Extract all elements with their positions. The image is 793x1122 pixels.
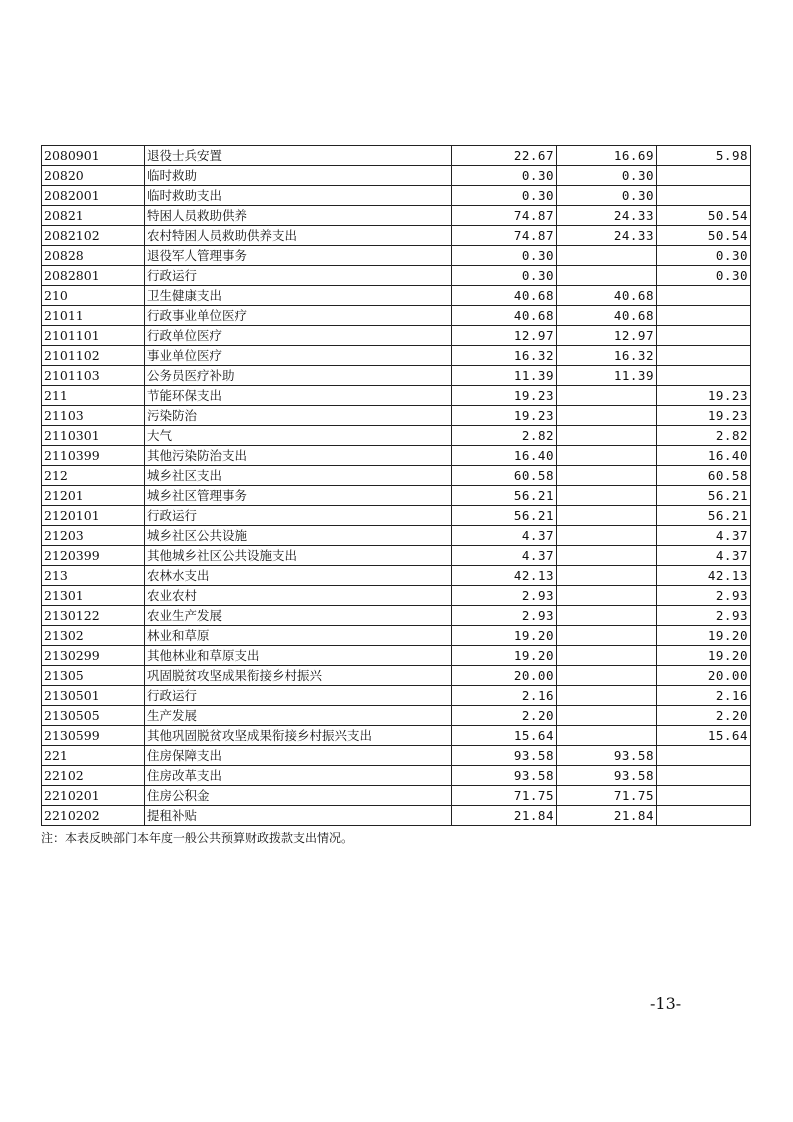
row-total-cell: 42.13 (452, 566, 557, 586)
row-total-cell: 2.93 (452, 586, 557, 606)
row-name-cell: 城乡社区支出 (145, 466, 452, 486)
row-name-cell: 其他城乡社区公共设施支出 (145, 546, 452, 566)
table-row (42, 806, 751, 826)
table-row (42, 566, 751, 586)
row-total-cell: 4.37 (452, 526, 557, 546)
row-total-cell: 60.58 (452, 466, 557, 486)
row-basic-cell (557, 626, 657, 646)
row-project-cell (657, 286, 751, 306)
row-code-cell: 2082001 (42, 186, 145, 206)
row-code-cell: 2120101 (42, 506, 145, 526)
table-row (42, 686, 751, 706)
row-basic-cell (557, 546, 657, 566)
row-basic-cell: 40.68 (557, 286, 657, 306)
row-basic-cell: 16.32 (557, 346, 657, 366)
row-project-cell (657, 306, 751, 326)
row-total-cell: 74.87 (452, 206, 557, 226)
row-project-cell: 60.58 (657, 466, 751, 486)
row-basic-cell: 93.58 (557, 746, 657, 766)
row-project-cell: 2.93 (657, 606, 751, 626)
row-basic-cell: 40.68 (557, 306, 657, 326)
row-code-cell: 2082801 (42, 266, 145, 286)
table-body (42, 146, 751, 826)
row-project-cell: 15.64 (657, 726, 751, 746)
row-code-cell: 21305 (42, 666, 145, 686)
row-code-cell: 2130122 (42, 606, 145, 626)
table-row (42, 466, 751, 486)
row-code-cell: 22102 (42, 766, 145, 786)
table-row (42, 446, 751, 466)
row-total-cell: 0.30 (452, 266, 557, 286)
row-project-cell: 4.37 (657, 526, 751, 546)
row-total-cell: 22.67 (452, 146, 557, 166)
row-project-cell: 2.16 (657, 686, 751, 706)
table-row (42, 706, 751, 726)
row-name-cell: 其他巩固脱贫攻坚成果衔接乡村振兴支出 (145, 726, 452, 746)
row-total-cell: 19.23 (452, 406, 557, 426)
row-project-cell (657, 746, 751, 766)
page-number: -13- (650, 994, 682, 1013)
table-row (42, 386, 751, 406)
row-total-cell: 15.64 (452, 726, 557, 746)
table-row (42, 666, 751, 686)
row-total-cell: 56.21 (452, 506, 557, 526)
row-code-cell: 2130299 (42, 646, 145, 666)
row-total-cell: 19.23 (452, 386, 557, 406)
table-row (42, 546, 751, 566)
row-project-cell: 19.20 (657, 646, 751, 666)
table-row (42, 146, 751, 166)
row-basic-cell (557, 706, 657, 726)
row-basic-cell: 21.84 (557, 806, 657, 826)
row-project-cell: 4.37 (657, 546, 751, 566)
row-name-cell: 生产发展 (145, 706, 452, 726)
row-total-cell: 2.20 (452, 706, 557, 726)
table-row (42, 186, 751, 206)
row-project-cell (657, 186, 751, 206)
table-row (42, 786, 751, 806)
row-total-cell: 2.82 (452, 426, 557, 446)
row-project-cell: 19.20 (657, 626, 751, 646)
table-row (42, 766, 751, 786)
row-name-cell: 行政单位医疗 (145, 326, 452, 346)
table-row (42, 166, 751, 186)
row-name-cell: 退役士兵安置 (145, 146, 452, 166)
row-basic-cell: 71.75 (557, 786, 657, 806)
row-name-cell: 农村特困人员救助供养支出 (145, 226, 452, 246)
table-row (42, 486, 751, 506)
row-basic-cell (557, 466, 657, 486)
table-row (42, 626, 751, 646)
row-basic-cell (557, 406, 657, 426)
table-row (42, 346, 751, 366)
table-note: 注：本表反映部门本年度一般公共预算财政拨款支出情况。 (41, 831, 354, 845)
row-basic-cell (557, 726, 657, 746)
row-name-cell: 住房保障支出 (145, 746, 452, 766)
row-code-cell: 213 (42, 566, 145, 586)
row-code-cell: 21011 (42, 306, 145, 326)
row-total-cell: 0.30 (452, 166, 557, 186)
row-project-cell (657, 766, 751, 786)
row-project-cell: 0.30 (657, 246, 751, 266)
row-total-cell: 19.20 (452, 626, 557, 646)
row-code-cell: 2110301 (42, 426, 145, 446)
row-total-cell: 20.00 (452, 666, 557, 686)
table-row (42, 306, 751, 326)
row-basic-cell (557, 506, 657, 526)
row-name-cell: 卫生健康支出 (145, 286, 452, 306)
row-name-cell: 行政运行 (145, 266, 452, 286)
row-basic-cell (557, 246, 657, 266)
row-code-cell: 2101102 (42, 346, 145, 366)
row-project-cell: 2.93 (657, 586, 751, 606)
row-code-cell: 20820 (42, 166, 145, 186)
row-basic-cell (557, 486, 657, 506)
row-total-cell: 93.58 (452, 746, 557, 766)
row-basic-cell: 16.69 (557, 146, 657, 166)
table-row (42, 646, 751, 666)
row-code-cell: 21103 (42, 406, 145, 426)
row-name-cell: 公务员医疗补助 (145, 366, 452, 386)
row-name-cell: 农业生产发展 (145, 606, 452, 626)
row-total-cell: 4.37 (452, 546, 557, 566)
row-total-cell: 2.16 (452, 686, 557, 706)
row-project-cell: 42.13 (657, 566, 751, 586)
row-name-cell: 城乡社区公共设施 (145, 526, 452, 546)
row-project-cell: 0.30 (657, 266, 751, 286)
row-code-cell: 2210201 (42, 786, 145, 806)
row-code-cell: 21301 (42, 586, 145, 606)
row-project-cell: 19.23 (657, 386, 751, 406)
row-name-cell: 污染防治 (145, 406, 452, 426)
row-project-cell: 56.21 (657, 486, 751, 506)
row-name-cell: 提租补贴 (145, 806, 452, 826)
table-row (42, 726, 751, 746)
row-project-cell: 2.20 (657, 706, 751, 726)
row-basic-cell (557, 666, 657, 686)
row-name-cell: 其他林业和草原支出 (145, 646, 452, 666)
row-project-cell: 5.98 (657, 146, 751, 166)
table-row (42, 506, 751, 526)
row-name-cell: 节能环保支出 (145, 386, 452, 406)
table-row (42, 406, 751, 426)
row-code-cell: 2110399 (42, 446, 145, 466)
row-basic-cell (557, 566, 657, 586)
row-basic-cell (557, 646, 657, 666)
row-basic-cell: 11.39 (557, 366, 657, 386)
row-basic-cell (557, 426, 657, 446)
row-basic-cell: 24.33 (557, 206, 657, 226)
table-row (42, 286, 751, 306)
row-code-cell: 21302 (42, 626, 145, 646)
row-name-cell: 特困人员救助供养 (145, 206, 452, 226)
row-name-cell: 行政事业单位医疗 (145, 306, 452, 326)
row-code-cell: 2130505 (42, 706, 145, 726)
row-total-cell: 21.84 (452, 806, 557, 826)
table-row (42, 226, 751, 246)
row-total-cell: 40.68 (452, 286, 557, 306)
row-code-cell: 2082102 (42, 226, 145, 246)
table-row (42, 606, 751, 626)
table-row (42, 586, 751, 606)
row-code-cell: 21203 (42, 526, 145, 546)
row-total-cell: 16.32 (452, 346, 557, 366)
row-project-cell (657, 346, 751, 366)
row-code-cell: 2101103 (42, 366, 145, 386)
row-name-cell: 巩固脱贫攻坚成果衔接乡村振兴 (145, 666, 452, 686)
row-basic-cell (557, 606, 657, 626)
row-code-cell: 2130501 (42, 686, 145, 706)
row-name-cell: 住房公积金 (145, 786, 452, 806)
table-row (42, 746, 751, 766)
row-total-cell: 71.75 (452, 786, 557, 806)
row-project-cell: 56.21 (657, 506, 751, 526)
row-total-cell: 93.58 (452, 766, 557, 786)
table-row (42, 246, 751, 266)
row-basic-cell (557, 266, 657, 286)
row-basic-cell: 12.97 (557, 326, 657, 346)
row-total-cell: 2.93 (452, 606, 557, 626)
table-row (42, 326, 751, 346)
row-basic-cell (557, 686, 657, 706)
row-code-cell: 210 (42, 286, 145, 306)
table-row (42, 526, 751, 546)
row-name-cell: 大气 (145, 426, 452, 446)
row-project-cell (657, 166, 751, 186)
table-row (42, 366, 751, 386)
row-code-cell: 21201 (42, 486, 145, 506)
row-code-cell: 221 (42, 746, 145, 766)
row-total-cell: 16.40 (452, 446, 557, 466)
row-name-cell: 农业农村 (145, 586, 452, 606)
row-project-cell: 20.00 (657, 666, 751, 686)
row-project-cell: 19.23 (657, 406, 751, 426)
row-name-cell: 行政运行 (145, 506, 452, 526)
row-code-cell: 2080901 (42, 146, 145, 166)
row-code-cell: 211 (42, 386, 145, 406)
row-name-cell: 退役军人管理事务 (145, 246, 452, 266)
table-row (42, 266, 751, 286)
row-name-cell: 其他污染防治支出 (145, 446, 452, 466)
row-code-cell: 2210202 (42, 806, 145, 826)
row-code-cell: 20821 (42, 206, 145, 226)
row-basic-cell: 93.58 (557, 766, 657, 786)
row-total-cell: 74.87 (452, 226, 557, 246)
row-project-cell (657, 786, 751, 806)
row-total-cell: 11.39 (452, 366, 557, 386)
expenditure-table (41, 145, 751, 826)
row-name-cell: 行政运行 (145, 686, 452, 706)
row-name-cell: 住房改革支出 (145, 766, 452, 786)
row-name-cell: 临时救助 (145, 166, 452, 186)
row-basic-cell: 0.30 (557, 186, 657, 206)
row-name-cell: 临时救助支出 (145, 186, 452, 206)
row-basic-cell (557, 526, 657, 546)
row-name-cell: 城乡社区管理事务 (145, 486, 452, 506)
row-total-cell: 40.68 (452, 306, 557, 326)
row-code-cell: 212 (42, 466, 145, 486)
row-name-cell: 农林水支出 (145, 566, 452, 586)
row-basic-cell (557, 386, 657, 406)
row-project-cell: 16.40 (657, 446, 751, 466)
row-total-cell: 0.30 (452, 246, 557, 266)
row-project-cell: 50.54 (657, 226, 751, 246)
row-basic-cell: 0.30 (557, 166, 657, 186)
table-row (42, 426, 751, 446)
row-code-cell: 20828 (42, 246, 145, 266)
row-project-cell (657, 366, 751, 386)
table-row (42, 206, 751, 226)
row-project-cell (657, 326, 751, 346)
row-code-cell: 2120399 (42, 546, 145, 566)
row-basic-cell (557, 586, 657, 606)
row-name-cell: 事业单位医疗 (145, 346, 452, 366)
row-total-cell: 19.20 (452, 646, 557, 666)
row-basic-cell: 24.33 (557, 226, 657, 246)
row-project-cell (657, 806, 751, 826)
row-total-cell: 12.97 (452, 326, 557, 346)
row-code-cell: 2130599 (42, 726, 145, 746)
row-total-cell: 56.21 (452, 486, 557, 506)
row-total-cell: 0.30 (452, 186, 557, 206)
row-basic-cell (557, 446, 657, 466)
row-project-cell: 50.54 (657, 206, 751, 226)
row-name-cell: 林业和草原 (145, 626, 452, 646)
row-code-cell: 2101101 (42, 326, 145, 346)
row-project-cell: 2.82 (657, 426, 751, 446)
